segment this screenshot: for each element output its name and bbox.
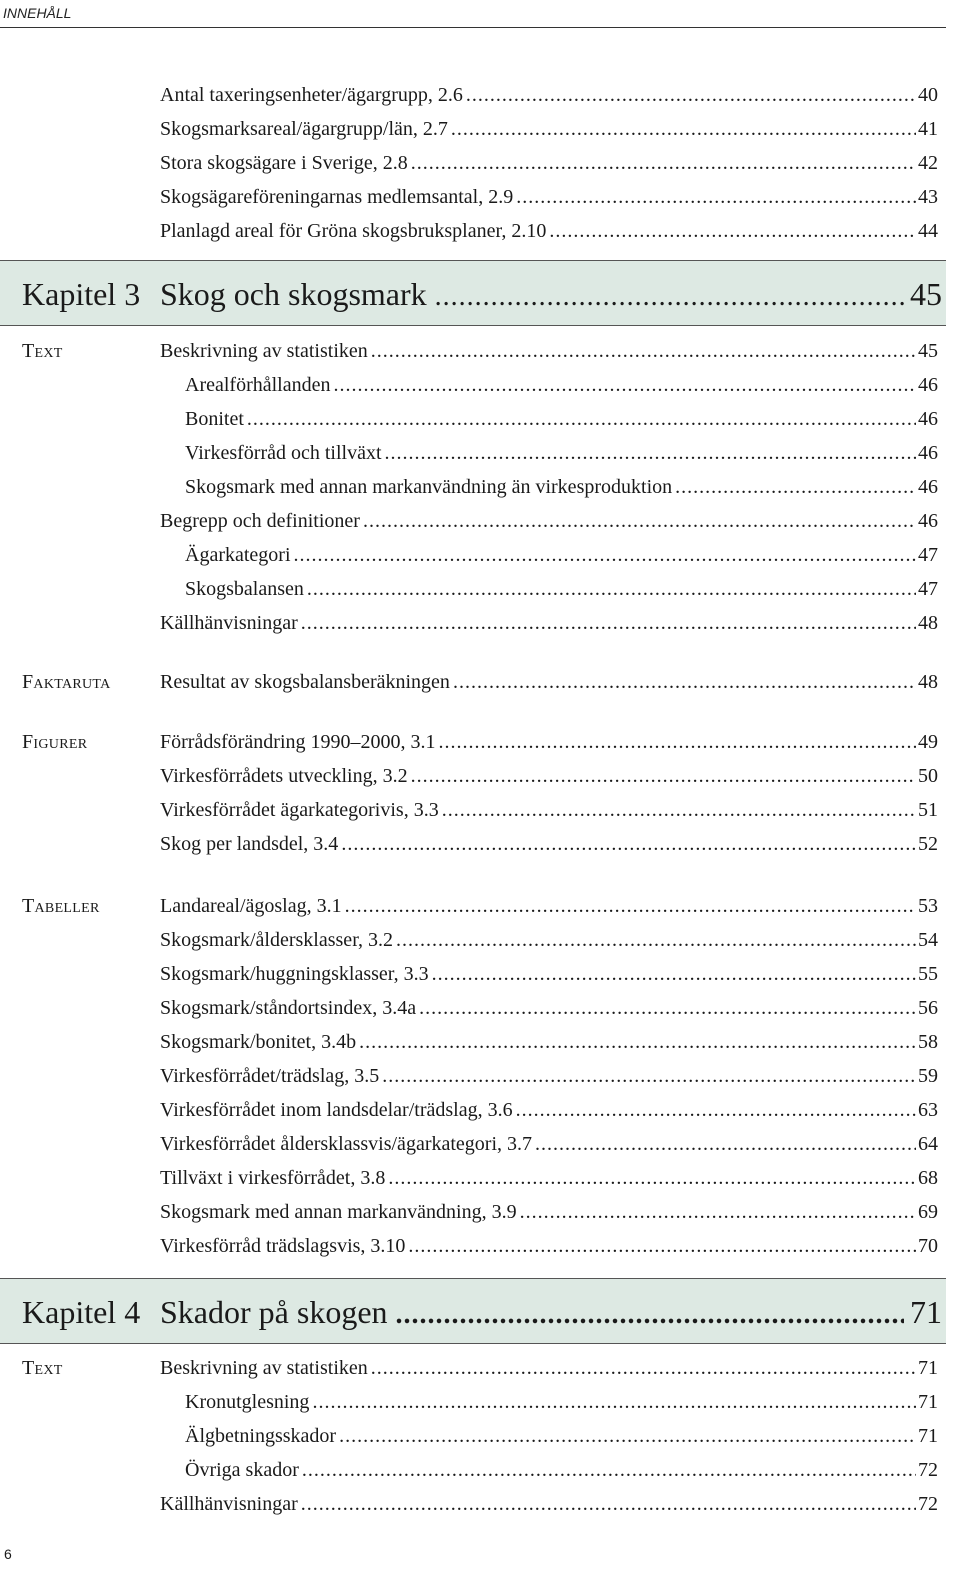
leader-dots [453, 669, 916, 695]
leader-dots [396, 1296, 904, 1334]
toc-entry-page: 54 [918, 929, 938, 951]
leader-dots [435, 278, 904, 316]
toc-entry-page: 52 [918, 833, 938, 855]
toc-entry[interactable] [185, 440, 938, 466]
toc-entry-page: 48 [918, 671, 938, 693]
toc-entry-label: Övriga skador [185, 1459, 299, 1481]
toc-entry-page: 46 [918, 476, 938, 498]
toc-entry-page: 72 [918, 1459, 938, 1481]
toc-entry-label: Skogsmarksareal/ägargrupp/län, 2.7 [160, 118, 448, 140]
toc-entry[interactable] [160, 927, 938, 953]
leader-dots [442, 797, 916, 823]
leader-dots [535, 1131, 916, 1157]
toc-entry[interactable] [185, 542, 938, 568]
toc-entry-label: Skogsbalansen [185, 578, 304, 600]
chapter-page: 71 [910, 1294, 942, 1330]
toc-entry-label: Virkesförråd och tillväxt [185, 442, 382, 464]
section-label-tabeller: Tabeller [22, 895, 100, 917]
toc-entry[interactable] [160, 150, 938, 176]
leader-dots [302, 1457, 916, 1483]
toc-entry[interactable] [160, 116, 938, 142]
toc-entry[interactable] [160, 729, 938, 755]
leader-dots [301, 1491, 916, 1517]
section-label-text: Text [22, 1357, 63, 1379]
leader-dots [396, 927, 916, 953]
toc-entry[interactable] [185, 372, 938, 398]
leader-dots [516, 1097, 916, 1123]
toc-entry[interactable] [160, 610, 938, 636]
leader-dots [333, 372, 916, 398]
toc-entry-label: Virkesförrådet/trädslag, 3.5 [160, 1065, 380, 1087]
toc-entry[interactable] [185, 1389, 938, 1415]
toc-entry[interactable] [160, 1165, 938, 1191]
toc-entry-label: Virkesförrådet inom landsdelar/trädslag, 3.6 [160, 1099, 513, 1121]
toc-entry-page: 71 [918, 1391, 938, 1413]
toc-entry-page: 72 [918, 1493, 938, 1515]
leader-dots [432, 961, 916, 987]
toc-entry[interactable] [160, 763, 938, 789]
toc-entry[interactable] [160, 669, 938, 695]
toc-entry-page: 59 [918, 1065, 938, 1087]
toc-entry[interactable] [160, 184, 938, 210]
leader-dots [419, 995, 916, 1021]
toc-entry[interactable] [160, 508, 938, 534]
toc-entry-label: Bonitet [185, 408, 244, 430]
toc-entry-page: 42 [918, 152, 938, 174]
toc-entry-page: 47 [918, 578, 938, 600]
leader-dots [451, 116, 916, 142]
toc-entry[interactable] [160, 338, 938, 364]
leader-dots [549, 218, 916, 244]
leader-dots [520, 1199, 916, 1225]
leader-dots [312, 1389, 916, 1415]
chapter-title: Skog och skogsmark [160, 276, 427, 312]
leader-dots [294, 542, 916, 568]
toc-entry-page: 71 [918, 1357, 938, 1379]
toc-entry-label: Skogsmark med annan markanvändning, 3.9 [160, 1201, 517, 1223]
toc-entry-page: 63 [918, 1099, 938, 1121]
toc-entry[interactable] [160, 1029, 938, 1055]
toc-entry-label: Förrådsförändring 1990–2000, 3.1 [160, 731, 436, 753]
chapter-title: Skador på skogen [160, 1294, 388, 1330]
toc-entry-label: Ägarkategori [185, 544, 291, 566]
leader-dots [371, 1355, 916, 1381]
leader-dots [371, 338, 916, 364]
toc-entry-page: 47 [918, 544, 938, 566]
toc-entry[interactable] [185, 406, 938, 432]
toc-entry-label: Skogsmark med annan markanvändning än virkesproduktion [185, 476, 673, 498]
leader-dots [301, 610, 916, 636]
leader-dots [345, 893, 916, 919]
leader-dots [408, 1233, 916, 1259]
chapter-3-banner[interactable] [0, 260, 946, 326]
leader-dots [385, 440, 916, 466]
toc-entry-label: Tillväxt i virkesförrådet, 3.8 [160, 1167, 386, 1189]
toc-entry-page: 53 [918, 895, 938, 917]
leader-dots [466, 82, 916, 108]
toc-entry[interactable] [185, 576, 938, 602]
chapter-4-banner[interactable] [0, 1278, 946, 1344]
toc-entry-page: 56 [918, 997, 938, 1019]
toc-entry-label: Beskrivning av statistiken [160, 340, 368, 362]
leader-dots [439, 729, 916, 755]
toc-entry[interactable] [160, 1233, 938, 1259]
toc-entry[interactable] [160, 995, 938, 1021]
leader-dots [411, 763, 916, 789]
toc-entry-label: Virkesförrådet åldersklassvis/ägarkategori, 3.7 [160, 1133, 533, 1155]
toc-entry-page: 44 [918, 220, 938, 242]
toc-entry-label: Virkesförrådet ägarkategorivis, 3.3 [160, 799, 439, 821]
toc-entry-label: Stora skogsägare i Sverige, 2.8 [160, 152, 408, 174]
chapter-number: Kapitel 3 [22, 276, 141, 312]
toc-entry[interactable] [160, 831, 938, 857]
toc-entry[interactable] [160, 1355, 938, 1381]
section-label-text: Text [22, 340, 63, 362]
toc-entry-page: 58 [918, 1031, 938, 1053]
toc-entry-page: 55 [918, 963, 938, 985]
toc-entry-label: Källhänvisningar [160, 612, 298, 634]
toc-entry-label: Resultat av skogsbalansberäkningen [160, 671, 450, 693]
toc-entry-page: 69 [918, 1201, 938, 1223]
toc-entry-page: 48 [918, 612, 938, 634]
toc-entry-label: Skogsmark/huggningsklasser, 3.3 [160, 963, 429, 985]
toc-entry-page: 46 [918, 374, 938, 396]
toc-entry-label: Virkesförråd trädslagsvis, 3.10 [160, 1235, 406, 1257]
toc-entry-label: Skogsägareföreningarnas medlemsantal, 2.9 [160, 186, 514, 208]
section-label-faktaruta: Faktaruta [22, 671, 111, 693]
toc-entry[interactable] [160, 1199, 938, 1225]
leader-dots [339, 1423, 916, 1449]
leader-dots [675, 474, 916, 500]
toc-entry[interactable] [160, 1063, 938, 1089]
toc-entry-label: Beskrivning av statistiken [160, 1357, 368, 1379]
toc-entry-label: Planlagd areal för Gröna skogsbruksplaner, 2.10 [160, 220, 547, 242]
toc-entry-page: 64 [918, 1133, 938, 1155]
toc-entry-label: Landareal/ägoslag, 3.1 [160, 895, 342, 917]
header-divider [0, 27, 946, 28]
toc-entry-label: Arealförhållanden [185, 374, 331, 396]
toc-entry-page: 45 [918, 340, 938, 362]
chapter-number: Kapitel 4 [22, 1294, 141, 1330]
toc-entry-page: 46 [918, 408, 938, 430]
leader-dots [382, 1063, 916, 1089]
leader-dots [359, 1029, 916, 1055]
leader-dots [307, 576, 916, 602]
toc-entry-page: 46 [918, 510, 938, 532]
toc-entry-page: 40 [918, 84, 938, 106]
toc-entry-label: Skog per landsdel, 3.4 [160, 833, 339, 855]
toc-entry[interactable] [160, 1131, 938, 1157]
leader-dots [341, 831, 916, 857]
toc-entry-page: 43 [918, 186, 938, 208]
leader-dots [247, 406, 916, 432]
toc-entry[interactable] [160, 82, 938, 108]
page-number: 6 [4, 1546, 12, 1562]
section-label-figurer: Figurer [22, 731, 88, 753]
toc-entry-label: Antal taxeringsenheter/ägargrupp, 2.6 [160, 84, 463, 106]
toc-entry[interactable] [160, 1491, 938, 1517]
chapter-page: 45 [910, 276, 942, 312]
toc-entry[interactable] [160, 1097, 938, 1123]
section-header-label: INNEHÅLL [3, 5, 72, 21]
toc-entry-label: Kronutglesning [185, 1391, 310, 1413]
toc-entry[interactable] [185, 1457, 938, 1483]
toc-entry-label: Älgbetningsskador [185, 1425, 337, 1447]
toc-entry-label: Virkesförrådets utveckling, 3.2 [160, 765, 408, 787]
toc-entry[interactable] [160, 961, 938, 987]
toc-entry-page: 46 [918, 442, 938, 464]
toc-entry[interactable] [160, 893, 938, 919]
toc-entry[interactable] [160, 218, 938, 244]
toc-entry-page: 41 [918, 118, 938, 140]
leader-dots [388, 1165, 916, 1191]
toc-entry[interactable] [185, 474, 938, 500]
toc-entry-label: Skogsmark/ståndortsindex, 3.4a [160, 997, 417, 1019]
toc-entry-page: 50 [918, 765, 938, 787]
leader-dots [516, 184, 916, 210]
toc-entry-page: 71 [918, 1425, 938, 1447]
toc-entry-label: Skogsmark/bonitet, 3.4b [160, 1031, 357, 1053]
leader-dots [363, 508, 916, 534]
toc-entry[interactable] [160, 797, 938, 823]
toc-entry-label: Skogsmark/åldersklasser, 3.2 [160, 929, 394, 951]
toc-entry[interactable] [185, 1423, 938, 1449]
toc-entry-page: 51 [918, 799, 938, 821]
toc-entry-label: Källhänvisningar [160, 1493, 298, 1515]
leader-dots [411, 150, 916, 176]
toc-entry-label: Begrepp och definitioner [160, 510, 360, 532]
toc-entry-page: 49 [918, 731, 938, 753]
toc-entry-page: 70 [918, 1235, 938, 1257]
toc-entry-page: 68 [918, 1167, 938, 1189]
